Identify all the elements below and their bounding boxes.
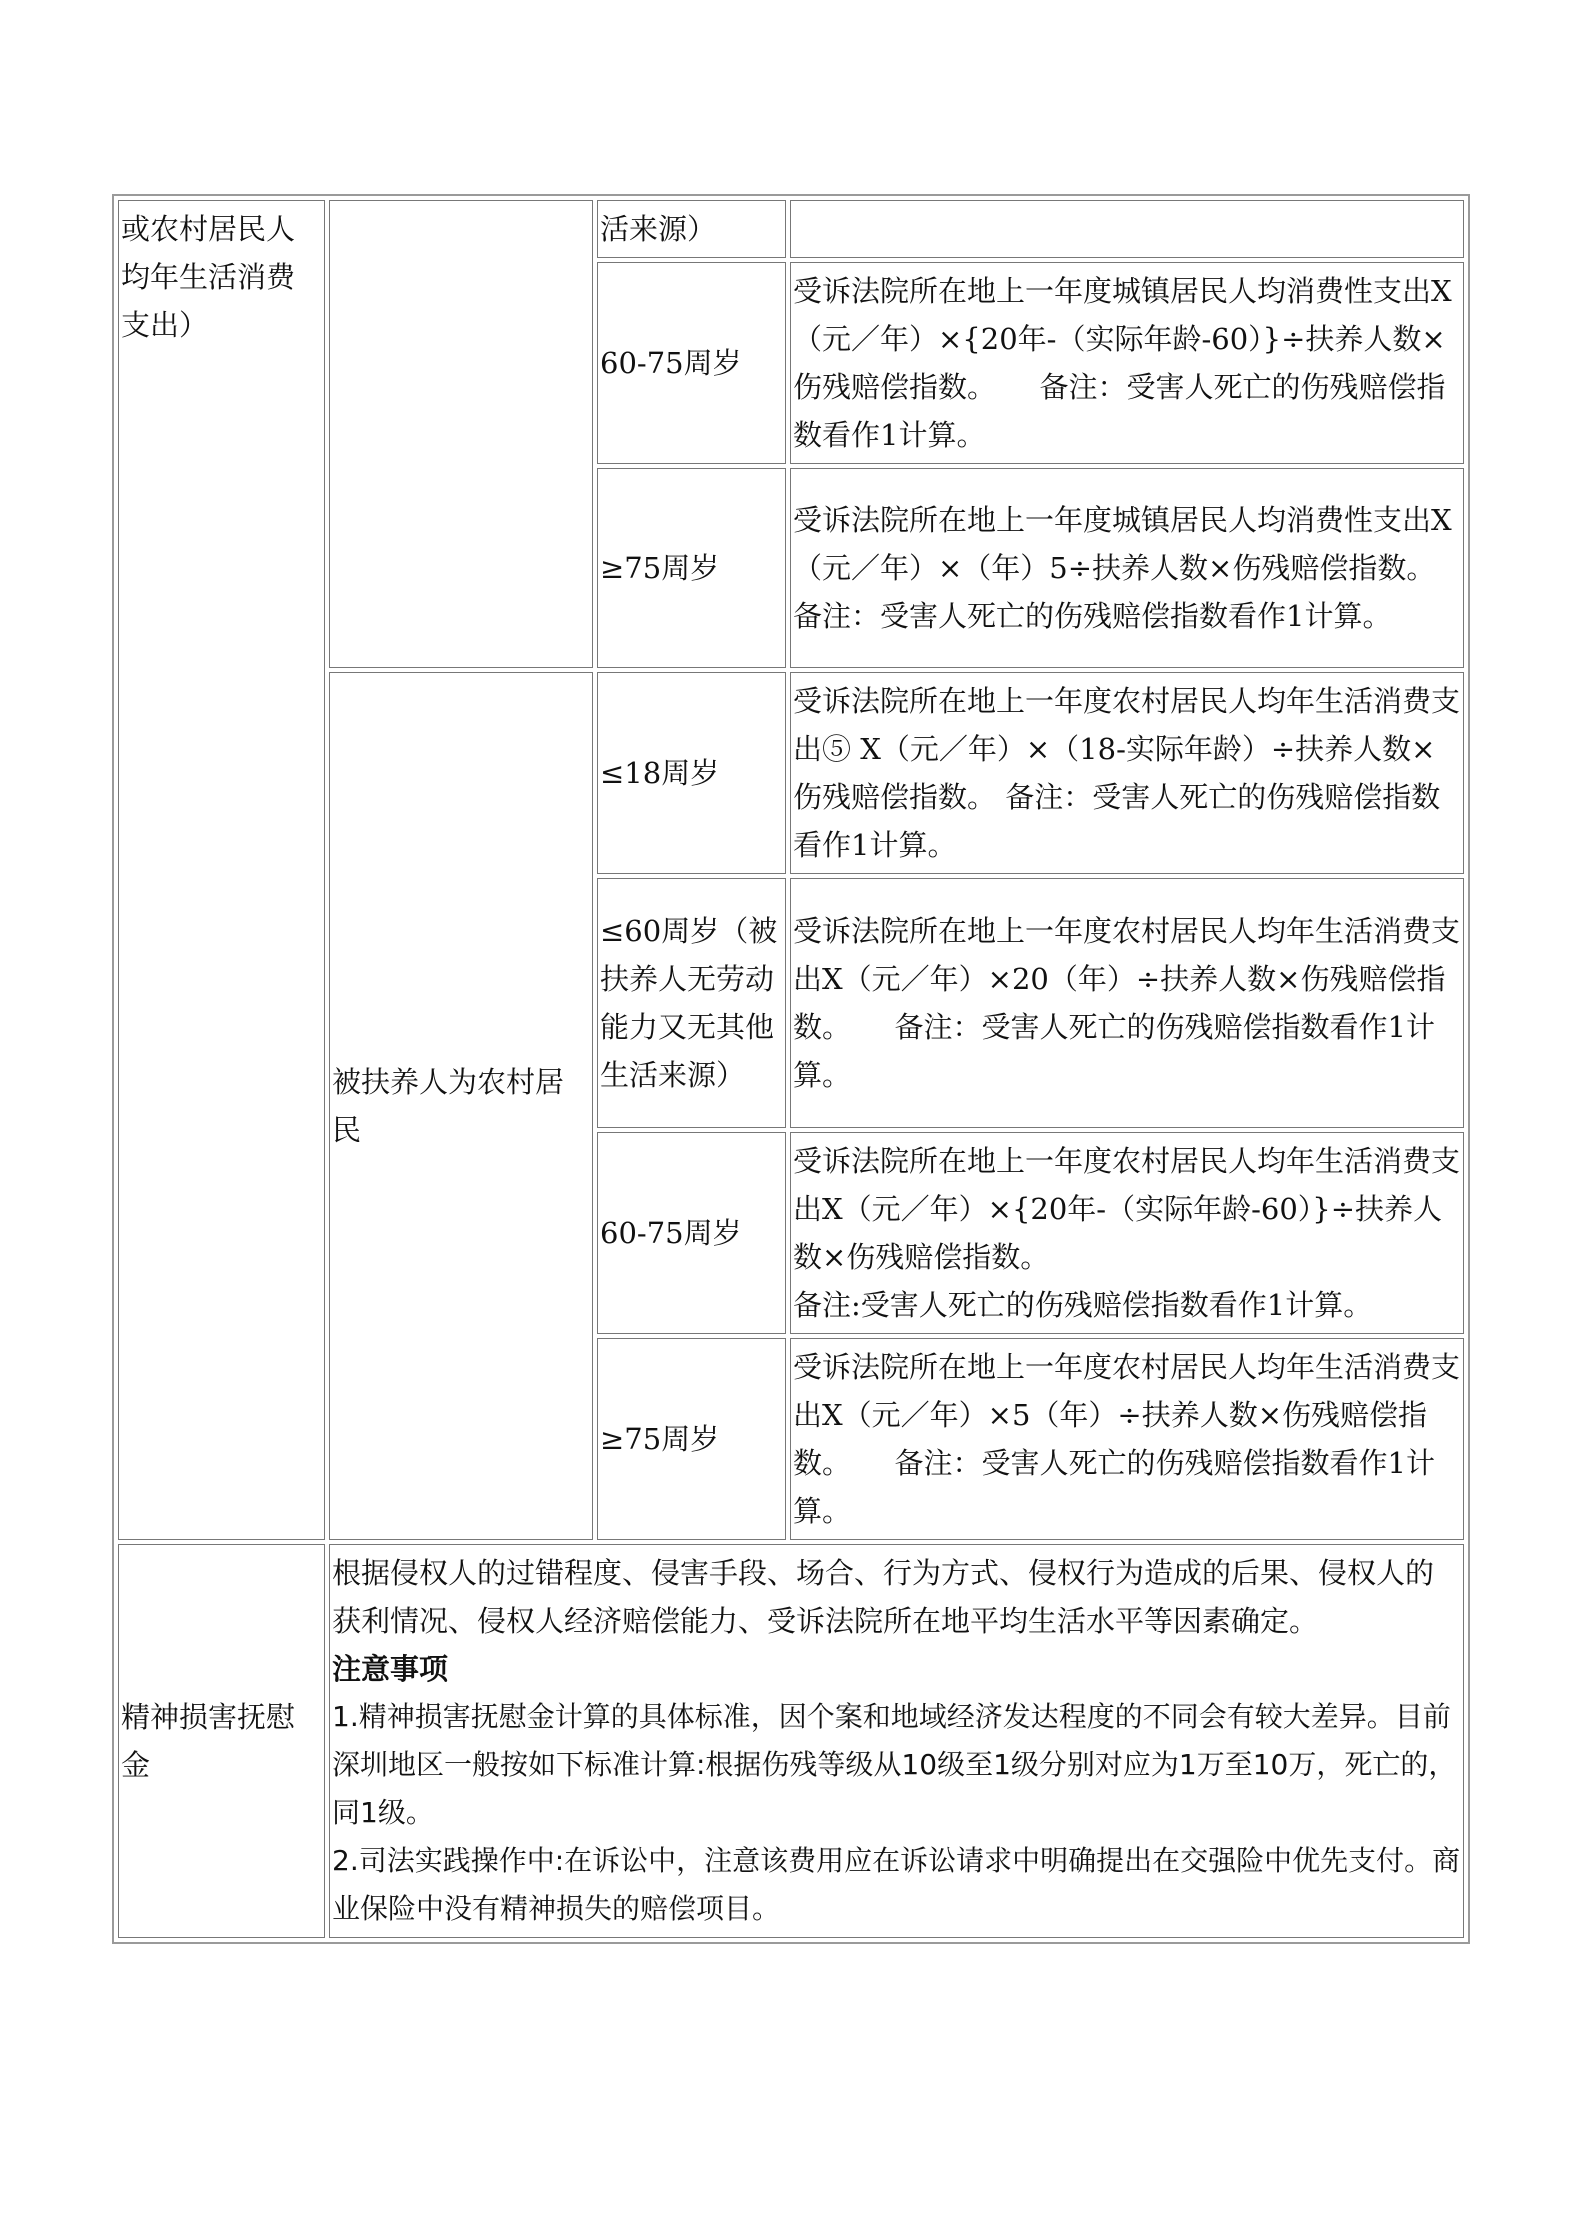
formula-cell: 受诉法院所在地上一年度农村居民人均年生活消费支出⑤ X（元／年）×（18-实际年龄）÷扶养人数×伤残赔偿指数。 备注：受害人死亡的伤残赔偿指数看作1计算。 [790,672,1464,874]
age-cell: 60-75周岁 [597,262,786,464]
dependent-type-cell-rural: 被扶养人为农村居民 [329,672,593,1540]
dependent-type-cell-urban [329,200,593,668]
age-cell: ≤60周岁（被扶养人无劳动能力又无其他生活来源） [597,878,786,1128]
note-item-1: 1.精神损害抚慰金计算的具体标准，因个案和地域经济发达程度的不同会有较大差异。目前深圳地区一般按如下标准计算:根据伤残等级从10级至1级分别对应为1万至10万，死亡的，同1级。 [332,1700,1457,1829]
age-cell: ≤18周岁 [597,672,786,874]
note-item-2: 2.司法实践操作中:在诉讼中，注意该费用应在诉讼请求中明确提出在交强险中优先支付。商业保险中没有精神损失的赔偿项目。 [332,1844,1461,1925]
formula-note: 备注:受害人死亡的伤残赔偿指数看作1计算。 [793,1288,1373,1322]
formula-cell: 受诉法院所在地上一年度城镇居民人均消费性支出X（元／年）×{20年-（实际年龄-60）}÷扶养人数×伤残赔偿指数。 备注：受害人死亡的伤残赔偿指数看作1计算。 [790,262,1464,464]
age-cell: ≥75周岁 [597,468,786,668]
formula-cell: 受诉法院所在地上一年度农村居民人均年生活消费支出X（元／年）×20（年）÷扶养人数×伤残赔偿指数。 备注：受害人死亡的伤残赔偿指数看作1计算。 [790,878,1464,1128]
mental-description: 根据侵权人的过错程度、侵害手段、场合、行为方式、侵权行为造成的后果、侵权人的获利情况、侵权人经济赔偿能力、受诉法院所在地平均生活水平等因素确定。 [332,1556,1435,1638]
compensation-table [112,194,1470,1944]
table-row [118,200,1464,258]
formula-cell [790,1132,1464,1334]
notes-heading: 注意事项 [332,1652,449,1686]
age-cell: 60-75周岁 [597,1132,786,1334]
formula-cell: 受诉法院所在地上一年度城镇居民人均消费性支出X（元／年）×（年）5÷扶养人数×伤残赔偿指数。 备注：受害人死亡的伤残赔偿指数看作1计算。 [790,468,1464,668]
age-cell: ≥75周岁 [597,1338,786,1540]
table-row [118,1544,1464,1938]
category-cell-mental-damages: 精神损害抚慰金 [118,1544,325,1938]
formula-cell: 受诉法院所在地上一年度农村居民人均年生活消费支出X（元／年）×5（年）÷扶养人数×伤残赔偿指数。 备注：受害人死亡的伤残赔偿指数看作1计算。 [790,1338,1464,1540]
category-cell-living-expense: 或农村居民人均年生活消费支出） [118,200,325,1540]
mental-damages-content [329,1544,1464,1938]
formula-cell [790,200,1464,258]
age-cell: 活来源） [597,200,786,258]
formula-text: 受诉法院所在地上一年度农村居民人均年生活消费支出X（元／年）×{20年-（实际年龄-60）}÷扶养人数×伤残赔偿指数。 [793,1144,1461,1274]
